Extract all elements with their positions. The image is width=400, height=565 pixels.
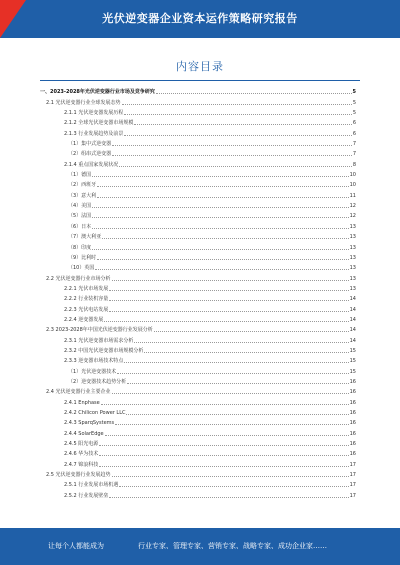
- toc-entry-label: （1）光伏逆变器技术: [68, 368, 117, 375]
- toc-entry[interactable]: [40, 220, 356, 230]
- toc-entry-label: 2.4 光伏逆变器行业主要企业: [46, 389, 111, 396]
- toc-entry-page: 17: [349, 472, 356, 479]
- toc-entry-page: 5: [352, 99, 356, 106]
- toc-leader-dots: [95, 269, 348, 270]
- toc-entry-page: 13: [349, 244, 356, 251]
- toc-entry-label: 2.1.1 光伏逆变器发展历程: [64, 110, 124, 117]
- toc-leader-dots: [104, 321, 348, 322]
- toc-entry-label: （5）法国: [68, 213, 92, 220]
- toc-entry-label: 2.4.2 Chilicon Power LLC: [64, 410, 126, 416]
- toc-leader-dots: [134, 342, 348, 343]
- toc-leader-dots: [117, 373, 348, 374]
- toc-entry[interactable]: [40, 458, 356, 468]
- footer-slogan: 让每个人都能成为: [48, 542, 104, 550]
- toc-entry[interactable]: [40, 127, 356, 137]
- toc-leader-dots: [124, 114, 351, 115]
- toc-entry-label: （3）意大利: [68, 192, 97, 199]
- toc-entry-label: 2.3.2 中国光伏逆变器市场规模分析: [64, 347, 144, 354]
- toc-entry-label: 2.4.6 华为技术: [64, 451, 99, 458]
- toc-entry-page: 7: [352, 151, 356, 158]
- toc-leader-dots: [112, 476, 349, 477]
- toc-leader-dots: [97, 259, 348, 260]
- toc-entry-page: 15: [349, 368, 356, 375]
- toc-entry-page: 16: [349, 378, 356, 385]
- toc-leader-dots: [109, 290, 348, 291]
- toc-entry-page: 17: [349, 482, 356, 489]
- toc-entry[interactable]: [40, 107, 356, 117]
- toc-entry[interactable]: [40, 396, 356, 406]
- toc-entry-page: 16: [349, 410, 356, 416]
- toc-entry-page: 8: [352, 161, 356, 168]
- toc-entry-page: 13: [349, 285, 356, 292]
- toc-entry-page: 7: [352, 141, 356, 148]
- toc-entry[interactable]: [40, 324, 356, 334]
- toc-entry-label: 2.1.2 全球光伏逆变器市场规模: [64, 120, 134, 127]
- toc-entry-label: 2.5.1 行业发展市场机遇: [64, 482, 119, 489]
- toc-entry-page: 17: [349, 492, 356, 499]
- toc-entry[interactable]: [40, 469, 356, 479]
- toc-entry-page: 5: [352, 89, 356, 96]
- toc-leader-dots: [156, 93, 352, 94]
- toc-entry-page: 16: [349, 399, 356, 406]
- toc-entry[interactable]: [40, 272, 356, 282]
- toc-entry[interactable]: [40, 303, 356, 313]
- toc-entry[interactable]: [40, 438, 356, 448]
- toc-entry[interactable]: [40, 169, 356, 179]
- toc-leader-dots: [124, 135, 351, 136]
- toc-entry-label: 2.2 光伏逆变器行业市场分析: [46, 275, 111, 282]
- toc-entry-page: 16: [349, 420, 356, 427]
- toc-entry-label: （9）比利时: [68, 254, 97, 261]
- toc-leader-dots: [115, 424, 349, 425]
- toc-entry-label: （10）英国: [68, 265, 95, 272]
- toc-leader-dots: [134, 124, 351, 125]
- toc-leader-dots: [97, 186, 348, 187]
- toc-leader-dots: [99, 455, 348, 456]
- toc-entry-page: 13: [349, 265, 356, 272]
- toc-entry-label: 2.1.4 重点国家发展状况: [64, 161, 119, 168]
- toc-entry-label: 2.4.3 SparqSystems: [64, 420, 115, 427]
- toc-entry-page: 17: [349, 461, 356, 468]
- toc-entry-page: 14: [349, 327, 356, 334]
- toc-entry-label: 2.4.4 SolarEdge: [64, 430, 104, 437]
- toc-entry-label: 2.2.2 行业装机容量: [64, 296, 109, 303]
- toc-entry-label: （1）德国: [68, 172, 92, 179]
- toc-entry-label: （8）印度: [68, 244, 92, 251]
- toc-entry-page: 5: [352, 110, 356, 117]
- toc-entry[interactable]: [40, 355, 356, 365]
- toc-entry-label: （7）澳大利亚: [68, 234, 102, 241]
- toc-leader-dots: [109, 300, 348, 301]
- toc-entry-page: 10: [349, 182, 356, 189]
- toc-entry-label: （2）西班牙: [68, 182, 97, 189]
- toc-leader-dots: [112, 393, 349, 394]
- toc-entry-page: 6: [352, 130, 356, 137]
- toc-entry-label: 2.4.5 阳光电源: [64, 441, 99, 448]
- toc-entry[interactable]: [40, 479, 356, 489]
- toc-leader-dots: [92, 217, 348, 218]
- toc-entry[interactable]: [40, 96, 356, 106]
- toc-leader-dots: [92, 176, 348, 177]
- toc-entry[interactable]: [40, 189, 356, 199]
- toc-entry-page: 6: [352, 120, 356, 127]
- toc-leader-dots: [99, 466, 348, 467]
- toc-leader-dots: [112, 280, 349, 281]
- table-of-contents: [40, 86, 356, 500]
- toc-entry-page: 12: [349, 203, 356, 210]
- toc-entry-page: 13: [349, 223, 356, 230]
- toc-entry-label: 2.3.3 逆变器市场技术特点: [64, 358, 124, 365]
- toc-entry-label: 2.3 2023-2028年中国光伏逆变器行业发展分析: [46, 327, 153, 334]
- toc-entry[interactable]: [40, 158, 356, 168]
- toc-entry[interactable]: [40, 252, 356, 262]
- toc-entry-page: 13: [349, 234, 356, 241]
- toc-entry-label: 2.1.3 行业发展趋势及前景: [64, 130, 124, 137]
- toc-entry-label: （6）日本: [68, 223, 92, 230]
- toc-divider: [40, 80, 360, 81]
- toc-entry[interactable]: [40, 386, 356, 396]
- footer-tags: 行业专家、管理专家、营销专家、战略专家、成功企业家……: [138, 542, 327, 550]
- toc-entry[interactable]: [40, 376, 356, 386]
- report-title: 光伏逆变器企业资本运作策略研究报告: [102, 12, 298, 25]
- toc-title: 内容目录: [176, 60, 224, 73]
- toc-entry[interactable]: [40, 293, 356, 303]
- toc-entry[interactable]: [40, 241, 356, 251]
- toc-leader-dots: [92, 249, 348, 250]
- toc-entry-label: （2）逆变器技术趋势分析: [68, 378, 127, 385]
- toc-entry-page: 16: [349, 441, 356, 448]
- toc-entry-page: 15: [349, 358, 356, 365]
- header-bar: [0, 0, 400, 38]
- toc-entry[interactable]: [40, 86, 356, 96]
- toc-entry[interactable]: [40, 148, 356, 158]
- toc-leader-dots: [99, 445, 348, 446]
- toc-leader-dots: [112, 145, 352, 146]
- toc-entry-page: 14: [349, 337, 356, 344]
- toc-entry-label: 2.3.1 光伏逆变器市场需求分析: [64, 337, 134, 344]
- toc-entry[interactable]: [40, 448, 356, 458]
- toc-leader-dots: [144, 352, 348, 353]
- toc-entry[interactable]: [40, 407, 356, 417]
- toc-entry-label: 2.2.1 光伏市场发展: [64, 285, 109, 292]
- toc-entry-page: 16: [349, 389, 356, 396]
- toc-entry-page: 16: [349, 430, 356, 437]
- toc-leader-dots: [126, 414, 348, 415]
- footer-bar: [0, 528, 400, 565]
- toc-leader-dots: [119, 166, 352, 167]
- toc-entry-label: 2.5 光伏逆变器行业发展趋势: [46, 472, 111, 479]
- toc-entry-page: 16: [349, 451, 356, 458]
- toc-entry-page: 12: [349, 213, 356, 220]
- toc-entry-label: 2.5.2 行业发展壁垒: [64, 492, 109, 499]
- toc-entry-page: 15: [349, 347, 356, 354]
- toc-entry-label: 一、2023-2028年光伏逆变器行业市场及竞争研究: [40, 89, 155, 96]
- toc-entry[interactable]: [40, 365, 356, 375]
- toc-entry-label: 2.1 光伏逆变器行业全球发展态势: [46, 99, 121, 106]
- toc-entry[interactable]: [40, 117, 356, 127]
- toc-leader-dots: [119, 486, 348, 487]
- toc-entry-page: 13: [349, 275, 356, 282]
- toc-leader-dots: [102, 238, 348, 239]
- toc-entry-page: 13: [349, 254, 356, 261]
- toc-entry[interactable]: [40, 262, 356, 272]
- toc-leader-dots: [101, 404, 349, 405]
- toc-entry[interactable]: [40, 200, 356, 210]
- toc-entry[interactable]: [40, 314, 356, 324]
- toc-entry-label: （1）集中式逆变器: [68, 141, 112, 148]
- toc-entry[interactable]: [40, 417, 356, 427]
- toc-entry[interactable]: [40, 283, 356, 293]
- toc-entry-page: 14: [349, 306, 356, 313]
- toc-entry-label: 2.2.3 光伏电站发展: [64, 306, 109, 313]
- toc-entry[interactable]: [40, 334, 356, 344]
- toc-leader-dots: [109, 497, 348, 498]
- toc-leader-dots: [105, 435, 349, 436]
- toc-leader-dots: [97, 197, 348, 198]
- toc-entry[interactable]: [40, 345, 356, 355]
- toc-leader-dots: [124, 362, 348, 363]
- toc-entry[interactable]: [40, 179, 356, 189]
- toc-entry-page: 11: [349, 192, 356, 199]
- toc-leader-dots: [127, 383, 348, 384]
- toc-leader-dots: [109, 311, 348, 312]
- toc-leader-dots: [122, 104, 352, 105]
- toc-entry-label: 2.4.1 Enphase: [64, 399, 100, 406]
- toc-entry-label: 2.4.7 锦浪科技: [64, 461, 99, 468]
- toc-entry-label: （4）美国: [68, 203, 92, 210]
- toc-entry-page: 14: [349, 316, 356, 323]
- toc-leader-dots: [92, 207, 348, 208]
- toc-entry[interactable]: [40, 138, 356, 148]
- toc-entry-page: 14: [349, 296, 356, 303]
- toc-entry-label: 2.2.4 逆变器发展: [64, 316, 104, 323]
- toc-entry[interactable]: [40, 231, 356, 241]
- toc-entry[interactable]: [40, 427, 356, 437]
- toc-leader-dots: [112, 155, 352, 156]
- toc-leader-dots: [92, 228, 348, 229]
- toc-entry[interactable]: [40, 210, 356, 220]
- toc-entry-page: 10: [349, 172, 356, 179]
- toc-entry-label: （2）组串式逆变器: [68, 151, 112, 158]
- toc-entry[interactable]: [40, 489, 356, 499]
- toc-leader-dots: [154, 331, 349, 332]
